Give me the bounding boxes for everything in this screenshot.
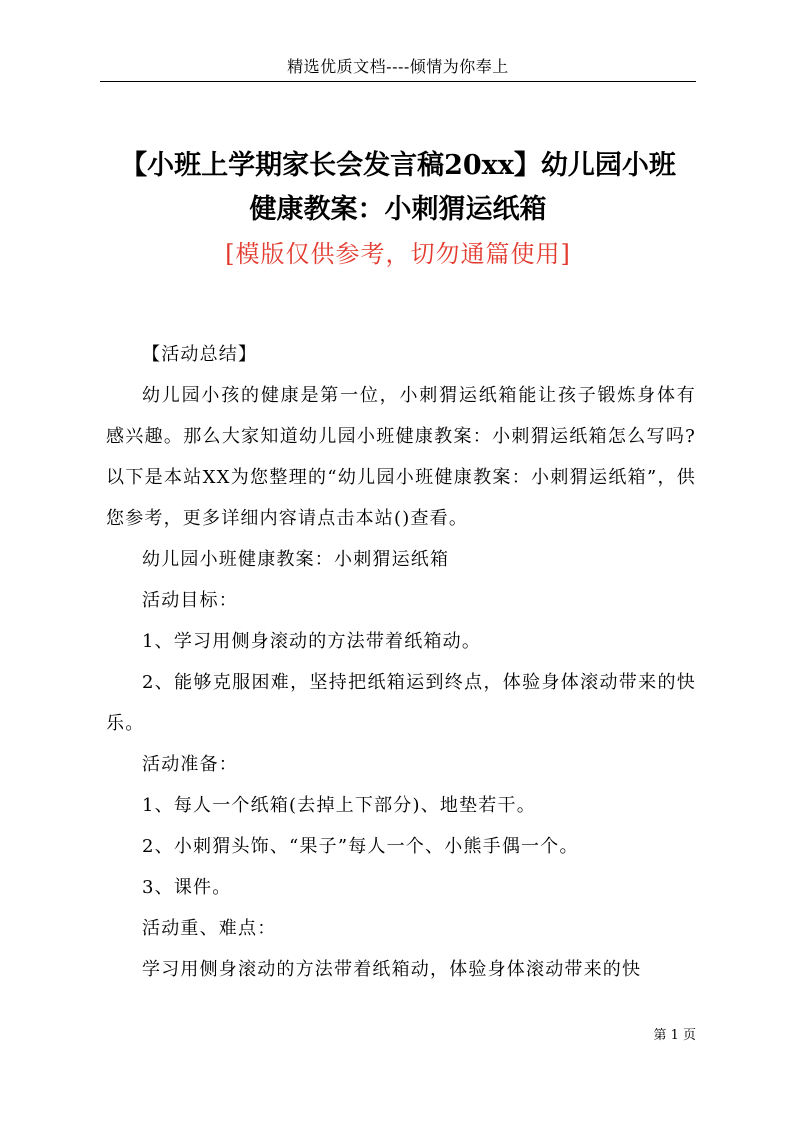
header-divider [100,81,696,82]
section-heading-summary: 【活动总结】 [142,344,258,365]
intro-paragraph: 幼儿园小孩的健康是第一位，小刺猬运纸箱能让孩子锻炼身体有感兴趣。那么大家知道幼儿园小班健康教案：小刺猬运纸箱怎么写吗?以下是本站XX为您整理的“幼儿园小班健康教案：小刺猬运纸箱”，供您参考，更多详细内容请点击本站()查看。 [106,385,696,529]
section-heading-preparation: 活动准备： [142,754,238,775]
preparation-item-1: 1、每人一个纸箱(去掉上下部分)、地垫若干。 [142,795,536,816]
title-line-2: 健康教案：小刺猬运纸箱 [249,194,547,225]
preparation-item-2: 2、小刺猬头饰、“果子”每人一个、小熊手偶一个。 [142,836,579,857]
section-heading-key-points: 活动重、难点： [142,918,277,939]
goal-item-2: 2、能够克服困难，坚持把纸箱运到终点，体验身体滚动带来的快乐。 [106,672,696,734]
goal-item-1: 1、学习用侧身滚动的方法带着纸箱动。 [142,631,482,652]
key-points-paragraph: 学习用侧身滚动的方法带着纸箱动，体验身体滚动带来的快 [142,959,642,980]
document-title [100,144,696,232]
document-subtitle: [模版仅供参考，切勿通篇使用] [225,240,571,268]
section-heading-goals: 活动目标： [142,590,238,611]
page-number: 第 1 页 [653,1028,696,1043]
title-line-1: 【小班上学期家长会发言稿20xx】幼儿园小班 [120,150,676,181]
page-header: 精选优质文档----倾情为你奉上 [287,57,509,76]
preparation-item-3: 3、课件。 [142,877,232,898]
lesson-title: 幼儿园小班健康教案：小刺猬运纸箱 [142,549,450,570]
document-body [106,334,696,990]
